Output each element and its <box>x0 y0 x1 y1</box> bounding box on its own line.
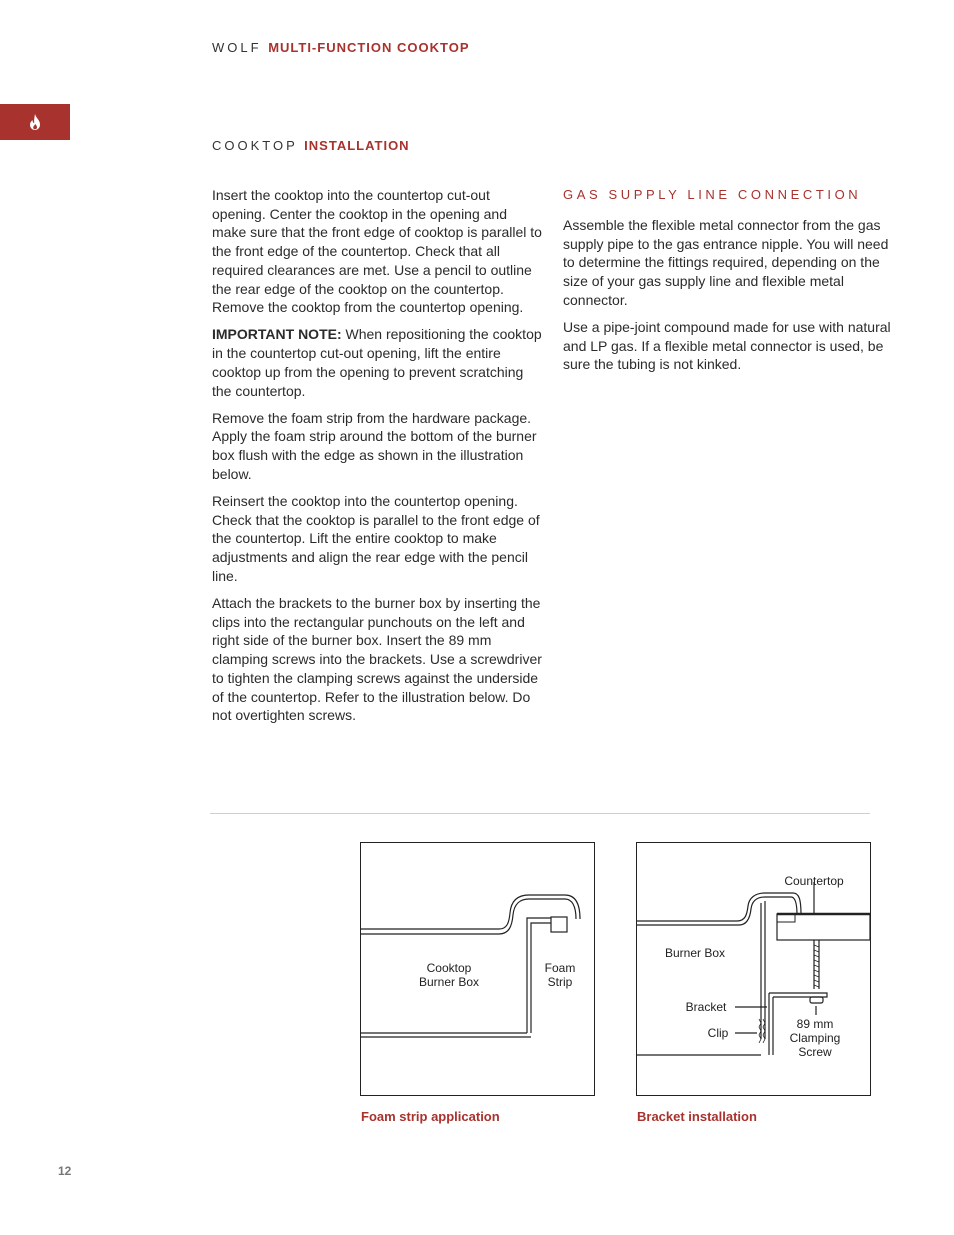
bracket-illustration <box>636 842 871 1096</box>
label-foam: Foam <box>544 961 576 975</box>
label-strip: Strip <box>547 975 573 989</box>
important-note-label: IMPORTANT NOTE: <box>212 326 342 343</box>
paragraph-insert: Insert the cooktop into the countertop cut-out opening. Center the cooktop in the opening and make sure that the front edge of cooktop is parallel to the front edge of the countertop. Check that all required clearances are met. Use a pencil to outline the rear edge of the cooktop on the countertop. Remove the cooktop from the countertop opening. <box>212 187 542 316</box>
caption-foam-strip: Foam strip application <box>361 1109 500 1124</box>
section-prefix: COOKTOP <box>212 138 298 153</box>
label-clip: Clip <box>707 1026 729 1040</box>
foam-strip-illustration <box>360 842 595 1096</box>
header-brand: WOLF <box>212 40 262 55</box>
label-countertop: Countertop <box>784 874 844 888</box>
label-cooktop: Cooktop <box>426 961 472 975</box>
flame-icon <box>28 113 42 131</box>
right-column <box>563 186 893 383</box>
label-bracket: Bracket <box>685 1000 727 1014</box>
section-heading: INSTALLATION <box>304 138 410 153</box>
label-clamping: Clamping <box>789 1031 841 1045</box>
paragraph-foam-strip: Remove the foam strip from the hardware package. Apply the foam strip around the bottom of the burner box flush with the edge as shown in the illustration below. <box>212 409 537 482</box>
gas-supply-subhead: GAS SUPPLY LINE CONNECTION <box>563 187 862 202</box>
left-column <box>212 186 542 733</box>
section-title <box>212 138 410 153</box>
running-header <box>212 40 470 55</box>
paragraph-brackets: Attach the brackets to the burner box by inserting the clips into the rectangular punchouts on the left and right side of the burner box. Insert the 89 mm clamping screws into the brackets. Use a screwdriver to tighten the clamping screws against the underside of the countertop. Refer to the illustration below. Do not overtighten screws. <box>212 595 542 724</box>
page-number: 12 <box>58 1164 72 1178</box>
label-burner-box-2: Burner Box <box>664 946 726 960</box>
paragraph-important-note <box>212 325 542 400</box>
paragraph-reinsert: Reinsert the cooktop into the countertop opening. Check that the cooktop is parallel to the front edge of the countertop. Lift the entire cooktop to make adjustments and align the rear edge with the pencil line. <box>212 493 540 584</box>
label-89mm: 89 mm <box>796 1017 834 1031</box>
header-title: MULTI-FUNCTION COOKTOP <box>268 40 470 55</box>
label-burner-box: Burner Box <box>418 975 480 989</box>
caption-bracket: Bracket installation <box>637 1109 757 1124</box>
section-tab <box>0 104 70 140</box>
paragraph-pipe-joint: Use a pipe-joint compound made for use with natural and LP gas. If a flexible metal connector is used, be sure the tubing is not kinked. <box>563 319 891 373</box>
label-screw: Screw <box>798 1045 832 1059</box>
important-note-text: When repositioning the cooktop in the countertop cut-out opening, lift the entire cooktop up from the opening to prevent scratching the countertop. <box>212 326 542 399</box>
paragraph-gas-connector: Assemble the flexible metal connector from the gas supply pipe to the gas entrance nipple. You will need to determine the fittings required, depending on the size of your gas supply line and flexible metal connector. <box>563 217 889 308</box>
section-divider <box>210 813 870 814</box>
